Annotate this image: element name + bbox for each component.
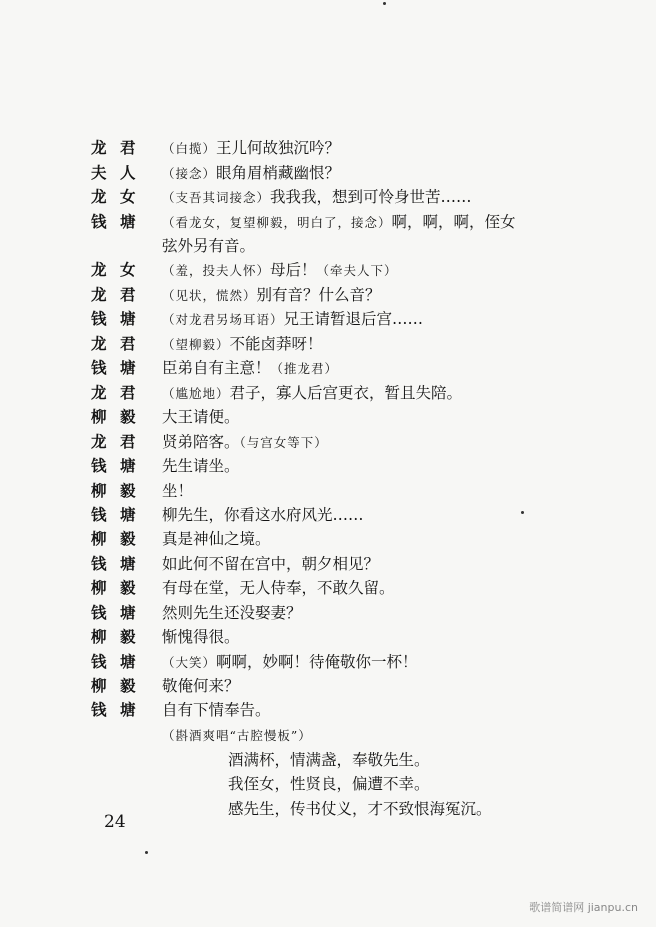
spoken-text: 酒满杯，情满盏，奉敬先生。 [228,751,430,769]
spoken-text: 如此何不留在宫中，朝夕相见？ [162,555,380,573]
speaker-name: 龙 [91,286,107,304]
spoken-text: 然则先生还没娶妻？ [162,604,302,622]
page-number: 24 [104,812,126,832]
speaker-name: 塘 [120,701,136,719]
speaker-name: 钱 [91,359,107,377]
line-text [162,528,271,550]
speaker-name: 龙 [91,335,107,353]
speaker-name: 塘 [120,359,136,377]
line-text [162,333,323,356]
speaker-name: 龙 [91,384,107,402]
speaker-name: 塘 [120,653,136,671]
speaker-name: 君 [120,286,136,304]
line-text [162,162,340,185]
speaker-name: 君 [120,139,136,157]
line-text [162,651,418,674]
line-text [162,724,312,747]
speaker-name: 钱 [91,213,107,231]
spoken-text: 先生请坐。 [162,457,240,475]
speaker-name: 夫 [91,164,107,182]
speaker-name: 钱 [91,653,107,671]
stage-direction: （见状，慌然） [162,288,257,303]
speaker-name: 龙 [91,188,107,206]
speaker-name: 柳 [91,482,107,500]
spoken-text: 有母在堂，无人侍奉，不敢久留。 [162,579,395,597]
spoken-text: 我侄女，性贤良，偏遭不幸。 [228,775,430,793]
spoken-text: 啊，啊，啊，侄女 [391,213,516,231]
speaker-name: 柳 [91,677,107,695]
stage-direction: （大笑） [162,655,217,670]
line-text [162,284,381,307]
line-text [162,504,364,526]
stage-direction: （对龙君另场耳语） [162,312,284,327]
speaker-name: 塘 [120,506,136,524]
verse-line [228,749,430,771]
speaker-name: 龙 [91,261,107,279]
speaker-name: 毅 [120,677,136,695]
spoken-text: 我我我，想到可怜身世苦…… [270,188,472,206]
spoken-text: 坐！ [162,482,194,500]
line-text [162,382,462,405]
line-text [162,357,338,380]
stage-direction: （推龙君） [270,361,339,376]
speaker-name: 塘 [120,604,136,622]
stage-direction: （接念） [162,166,217,181]
speaker-name: 柳 [91,579,107,597]
speaker-name: 柳 [91,628,107,646]
line-text [162,553,379,575]
stage-direction: （与宫女等下） [239,435,328,450]
scan-speck [145,851,148,854]
stage-direction: （斟酒爽唱“古腔慢板”） [162,728,312,743]
line-text [162,675,240,697]
stage-direction: （支吾其词接念） [162,190,271,205]
speaker-name: 钱 [91,506,107,524]
spoken-text: 柳先生，你看这水府风光…… [162,506,364,524]
spoken-text: 别有音？什么音？ [256,286,381,304]
speaker-name: 塘 [120,213,136,231]
line-text [162,602,302,624]
speaker-name: 柳 [91,408,107,426]
speaker-name: 柳 [91,530,107,548]
speaker-name: 钱 [91,604,107,622]
speaker-name: 毅 [120,628,136,646]
speaker-name: 钱 [91,457,107,475]
speaker-name: 毅 [120,482,136,500]
stage-direction: （看龙女，复望柳毅，明白了，接念） [162,215,392,230]
spoken-text: 感先生，传书仗义，才不致恨海冤沉。 [228,800,492,818]
line-text [162,211,516,234]
line-text [162,186,472,209]
line-text [162,480,193,502]
line-text [162,455,240,477]
speaker-name: 龙 [91,433,107,451]
line-text [162,577,395,599]
spoken-text: 臣弟自有主意！ [162,359,271,377]
speaker-name: 女 [120,188,136,206]
line-text [162,235,255,257]
verse-line [228,773,430,795]
speaker-name: 人 [120,164,136,182]
line-text [162,308,423,331]
spoken-text: 王儿何故独沉吟？ [216,139,341,157]
spoken-text: 君子，寡人后宫更衣，暂且失陪。 [229,384,463,402]
spoken-text: 惭愧得很。 [162,628,240,646]
spoken-text: 弦外另有音。 [162,237,256,255]
spoken-text: 不能卤莽呀！ [229,335,323,353]
line-text [162,406,240,428]
scan-speck [521,511,524,514]
speaker-name: 钱 [91,310,107,328]
speaker-name: 龙 [91,139,107,157]
stage-direction: （牵夫人下） [316,263,398,278]
speaker-name: 女 [120,261,136,279]
speaker-name: 毅 [120,530,136,548]
speaker-name: 君 [120,335,136,353]
line-text [162,699,271,721]
speaker-name: 君 [120,433,136,451]
spoken-text: 真是神仙之境。 [162,530,271,548]
line-text [162,431,328,454]
stage-direction: （尴尬地） [162,386,230,401]
line-text [162,137,340,160]
spoken-text: 母后！ [270,261,317,279]
scan-speck [383,2,386,5]
speaker-name: 塘 [120,310,136,328]
spoken-text: 啊啊，妙啊！待俺敬你一杯！ [216,653,418,671]
speaker-name: 钱 [91,555,107,573]
stage-direction: （羞，投夫人怀） [162,263,271,278]
spoken-text: 敬俺何来？ [162,677,240,695]
spoken-text: 大王请便。 [162,408,240,426]
speaker-name: 钱 [91,701,107,719]
speaker-name: 塘 [120,457,136,475]
verse-line [228,798,492,820]
stage-direction: （白揽） [162,141,217,156]
spoken-text: 兄王请暂退后宫…… [283,310,424,328]
line-text [162,626,240,648]
speaker-name: 塘 [120,555,136,573]
speaker-name: 毅 [120,408,136,426]
spoken-text: 自有下情奉告。 [162,701,271,719]
spoken-text: 眼角眉梢藏幽恨？ [216,164,341,182]
spoken-text: 贤弟陪客。 [162,433,240,451]
watermark: 歌谱简谱网 jianpu.cn [529,901,638,914]
stage-direction: （望柳毅） [162,337,230,352]
speaker-name: 毅 [120,579,136,597]
line-text [162,259,398,282]
speaker-name: 君 [120,384,136,402]
